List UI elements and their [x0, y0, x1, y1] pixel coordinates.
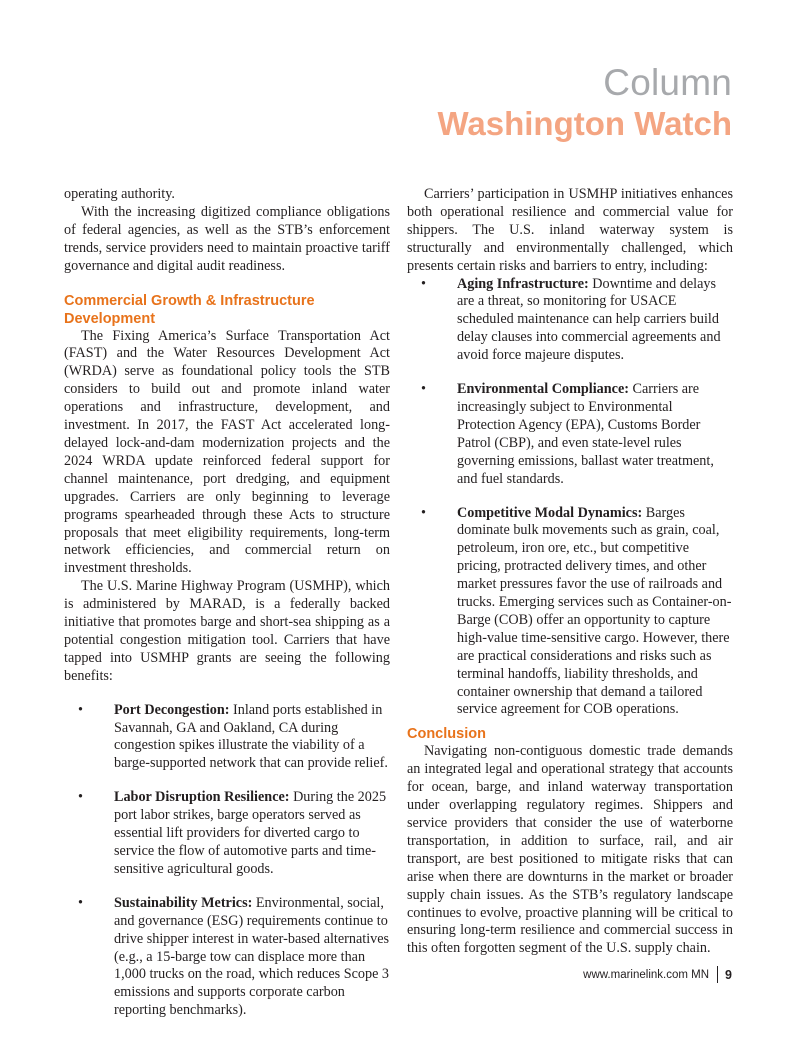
bullet-icon: • — [421, 381, 426, 398]
section-heading: Commercial Growth & Infrastructure Development — [64, 292, 315, 327]
bullet-text: During the 2025 port labor strikes, barge operators served as essential lift providers for diverted cargo to service the flow of automotive parts and time-sensitive agricultural goods. — [114, 789, 387, 877]
paragraph: The Fixing America’s Surface Transportation Act (FAST) and the Water Resources Development Act (WRDA) serve as foundational policy tools the STB considers to build out and promote inland water operations and infrastructure, development, and investment. In 2017, the FAST Act accelerated long-delayed lock-and-dam modernization projects and the 2024 WRDA update reinforced federal support for channel maintenance, port dredging, and equipment upgrades. Carriers are only beginning to leverage programs spearheaded through these Acts to structure proposals that meet eligibility requirements, long-term network efficiencies, and commercial return on investment thresholds. — [64, 327, 390, 577]
footer-divider — [717, 966, 718, 983]
footer-site: www.marinelink.com — [583, 968, 688, 981]
bullet-icon: • — [421, 275, 426, 292]
bullet-icon: • — [78, 789, 83, 806]
benefits-list — [64, 702, 390, 1021]
paragraph: Carriers’ participation in USMHP initiatives enhances both operational resilience and commercial value for shippers. The U.S. inland waterway system is structurally and environmentally challenged, which presents certain risks and barriers to entry, including: — [407, 186, 733, 274]
list-item — [64, 789, 390, 879]
paragraph: Navigating non-contiguous domestic trade demands an integrated legal and operational strategy that accounts for ocean, barge, and inland waterway transportation under overlapping regulatory regimes. Shippers and service providers that consider the use of waterborne transportation, in addition to surface, rail, and air transport, are best positioned to mitigate risks that can arise when there are downturns in the market or broader supply chain issues. As the STB’s regulatory landscape continues to evolve, proactive planning will be critical to ensuring long-term resilience and commercial success in this often forgotten segment of the U.S. supply chain. — [407, 743, 733, 957]
bullet-text: Carriers are increasingly subject to Environmental Protection Agency (EPA), Customs Border Patrol (CBP), and even state-level rules governing emissions, ballast water treatment, and fuel standards. — [457, 381, 714, 487]
page-number: 9 — [725, 967, 732, 982]
footer-publication: MN — [691, 968, 710, 981]
risks-list — [407, 276, 733, 720]
bullet-text: Downtime and delays are a threat, so monitoring for USACE scheduled maintenance can help carriers build delay clauses into commercial agreements and avoid force majeure disputes. — [457, 275, 721, 364]
paragraph: With the increasing digitized compliance obligations of federal agencies, as well as the STB’s enforcement trends, service providers need to maintain proactive tariff governance and digital audit readiness. — [64, 203, 390, 274]
paragraph: operating authority. — [64, 186, 175, 202]
bullet-label: Aging Infrastructure: — [457, 275, 589, 292]
page-footer — [583, 966, 732, 983]
bullet-label: Sustainability Metrics: — [114, 894, 253, 911]
bullet-label: Environmental Compliance: — [457, 381, 629, 398]
list-item — [64, 895, 390, 1020]
bullet-text: Inland ports established in Savannah, GA and Oakland, CA during congestion spikes illustrate the viability of a barge-supported network that can provide relief. — [114, 701, 388, 772]
bullet-icon: • — [421, 504, 426, 521]
section-heading: Conclusion — [407, 726, 486, 743]
bullet-text: Barges dominate bulk movements such as grain, coal, petroleum, iron ore, etc., but competitive pricing, protracted delivery times, and other market pressures favor the use of railroads and trucks. Emerging services such as Container-on-Barge (COB) offer an opportunity to capture high-value time-sensitive cargo. However, there are practical considerations and risks such as terminal handoffs, liability thresholds, and container ownership that demand a tailored service agreement for COB operations. — [457, 504, 732, 718]
list-item — [407, 505, 733, 720]
bullet-label: Port Decongestion: — [114, 701, 230, 718]
column-label: Column — [603, 62, 732, 103]
bullet-label: Labor Disruption Resilience: — [114, 789, 290, 806]
bullet-icon: • — [78, 894, 83, 911]
paragraph: The U.S. Marine Highway Program (USMHP), which is administered by MARAD, is a federally backed initiative that promotes barge and short-sea shipping as a potential congestion mitigation tool. Carriers that have tapped into USMHP grants are seeing the following benefits: — [64, 578, 390, 684]
bullet-label: Competitive Modal Dynamics: — [457, 504, 643, 521]
column-title: Washington Watch — [437, 105, 732, 142]
list-item — [407, 381, 733, 488]
bullet-text: Environmental, social, and governance (ESG) requirements continue to drive shipper interest in water-based alternatives (e.g., a 15-barge tow can displace more than 1,000 trucks on the road, which reduces Scope 3 emissions and supports corporate carbon reporting benchmarks). — [114, 894, 390, 1019]
bullet-icon: • — [78, 701, 83, 718]
right-column — [407, 186, 733, 958]
left-column — [64, 186, 390, 1020]
list-item — [64, 702, 390, 774]
list-item — [407, 276, 733, 366]
